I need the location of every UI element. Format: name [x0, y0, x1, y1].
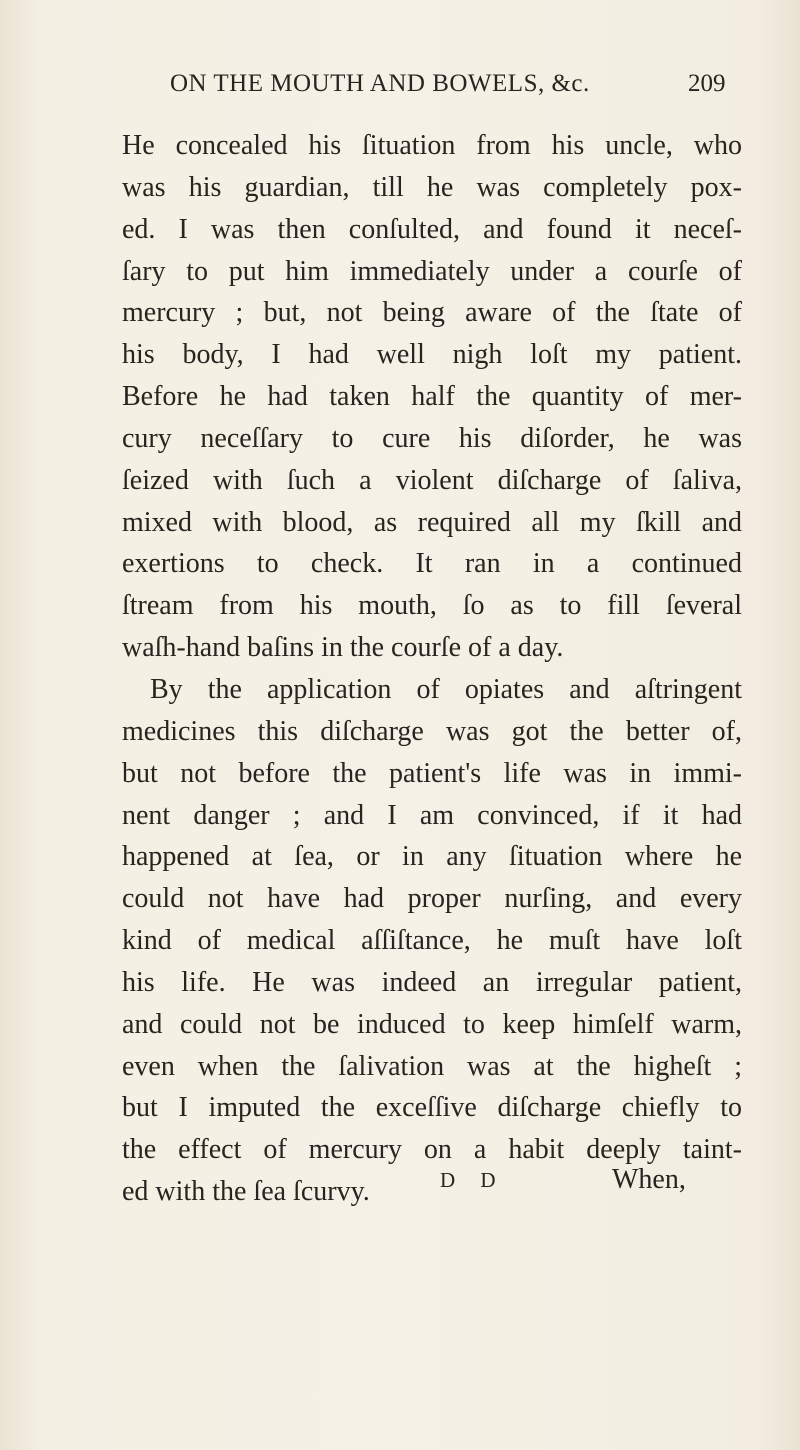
running-head-title: ON THE MOUTH AND BOWELS, &c. — [170, 70, 590, 97]
text-line: even when the ſalivation was at the higheſt ; — [122, 1050, 742, 1082]
text-line: Before he had taken half the quantity of mer- — [122, 381, 742, 413]
text-line: was his guardian, till he was completely pox- — [122, 171, 742, 203]
text-line: ſeized with ſuch a violent diſcharge of ſaliva, — [122, 464, 742, 496]
page-number: 209 — [688, 70, 726, 97]
paragraph-start-line: By the application of opiates and aſtringent — [150, 673, 742, 705]
text-line: ed. I was then conſulted, and found it neceſ- — [122, 213, 742, 245]
text-line: his body, I had well nigh loſt my patient. — [122, 339, 742, 371]
paragraph-end-line: waſh-hand baſins in the courſe of a day. — [122, 632, 564, 664]
text-line: cury neceſſary to cure his diſorder, he was — [122, 422, 742, 454]
paragraph-end-line: ed with the ſea ſcurvy. — [122, 1176, 370, 1208]
text-line: and could not be induced to keep himſelf warm, — [122, 1008, 742, 1040]
text-line: could not have had proper nurſing, and every — [122, 883, 742, 915]
text-line: but I imputed the exceſſive diſcharge chiefly to — [122, 1092, 742, 1124]
text-line: happened at ſea, or in any ſituation where he — [122, 841, 742, 873]
text-line: nent danger ; and I am convinced, if it had — [122, 799, 742, 831]
running-head — [0, 70, 800, 110]
text-line: mixed with blood, as required all my ſkill and — [122, 506, 742, 538]
text-line: He concealed his ſituation from his uncle, who — [122, 130, 742, 161]
signature-mark: D D — [440, 1168, 506, 1192]
body-text — [122, 125, 742, 1213]
page-footer — [0, 1164, 800, 1204]
catchword: When, — [612, 1164, 686, 1195]
text-line: medicines this diſcharge was got the better of, — [122, 715, 742, 747]
text-line: mercury ; but, not being aware of the ſtate of — [122, 297, 742, 329]
text-line: his life. He was indeed an irregular patient, — [122, 966, 742, 998]
text-line: exertions to check. It ran in a continued — [122, 548, 742, 580]
text-line: kind of medical aſſiſtance, he muſt have loſt — [122, 925, 742, 957]
text-line: the effect of mercury on a habit deeply taint- — [122, 1134, 742, 1166]
text-line: ſary to put him immediately under a courſe of — [122, 255, 742, 287]
text-line: ſtream from his mouth, ſo as to fill ſeveral — [122, 590, 742, 622]
text-line: but not before the patient's life was in immi- — [122, 757, 742, 789]
